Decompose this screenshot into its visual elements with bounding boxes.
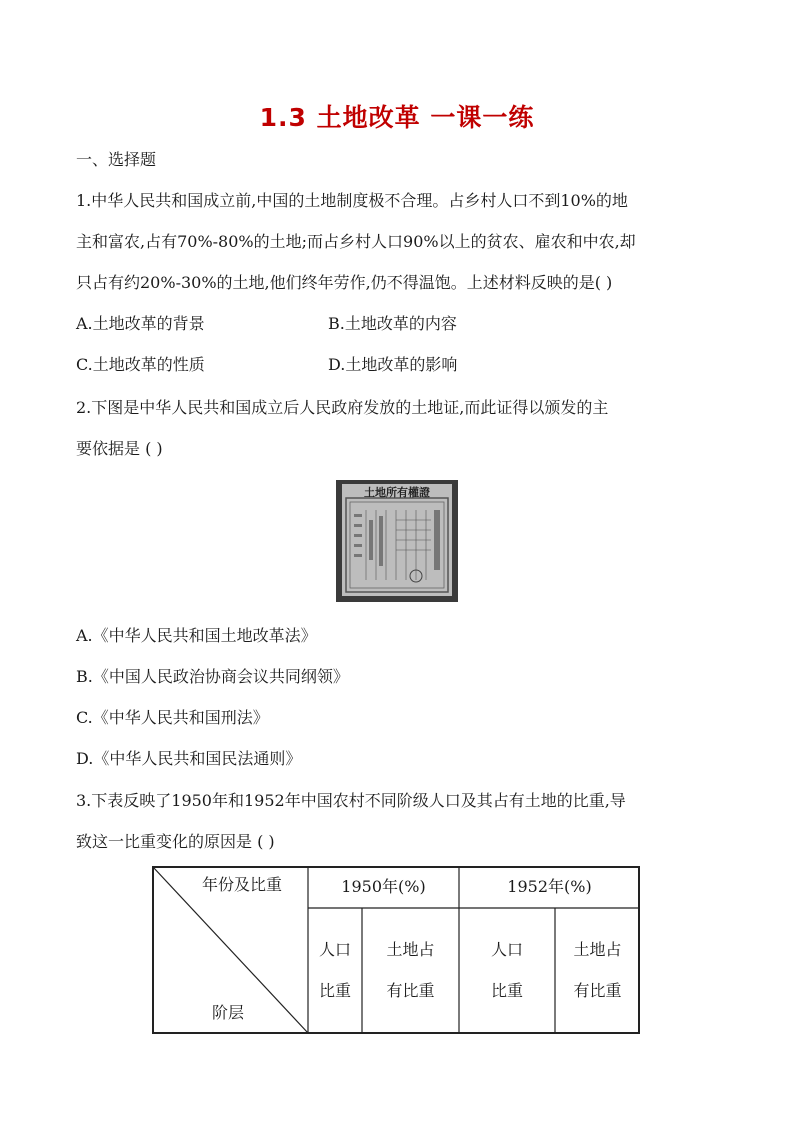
table-sub-land-1950-line2: 有比重 [386,981,435,1000]
q1-option-c[interactable]: C.土地改革的性质 [76,355,205,374]
q1-options-row-2 [76,354,458,376]
certificate-heading: 土地所有權證 [364,486,430,499]
q1-option-a[interactable]: A.土地改革的背景 [76,314,205,333]
table-corner-top: 年份及比重 [202,875,283,894]
q2-option-a[interactable]: A.《中华人民共和国土地改革法》 [76,626,317,645]
table-sub-pop-1952-line2: 比重 [490,981,523,1000]
table-corner-bottom: 阶层 [212,1003,245,1022]
table-header-1952: 1952年(%) [507,877,592,896]
q2-text-line-1: 2.下图是中华人民共和国成立后人民政府发放的土地证,而此证得以颁发的主 [76,398,609,417]
q2-text-line-2: 要依据是 ( ) [76,439,163,458]
q1-option-d[interactable]: D.土地改革的影响 [328,355,458,374]
table-sub-land-1952-line1: 土地占 [573,940,622,959]
table-header-1950: 1950年(%) [341,877,426,896]
table-sub-pop-1952-line1: 人口 [490,940,523,959]
land-certificate-photo [336,480,458,602]
q1-option-b[interactable]: B.土地改革的内容 [328,314,457,333]
q1-text-line-1: 1.中华人民共和国成立前,中国的土地制度极不合理。占乡村人口不到10%的地 [76,191,628,210]
q3-text-line-1: 3.下表反映了1950年和1952年中国农村不同阶级人口及其占有土地的比重,导 [76,791,626,810]
land-certificate-image [336,480,458,602]
q1-text-line-2: 主和富农,占有70%-80%的土地;而占乡村人口90%以上的贫农、雇农和中农,却 [76,232,636,251]
q1-text-line-3: 只占有约20%-30%的土地,他们终年劳作,仍不得温饱。上述材料反映的是( ) [76,273,613,292]
table-sub-land-1950-line1: 土地占 [386,940,435,959]
q1-options-row-1 [76,313,457,335]
q2-option-d[interactable]: D.《中华人民共和国民法通则》 [76,749,302,768]
table-sub-pop-1950-line1: 人口 [318,940,351,959]
page-title: 1.3 土地改革 一课一练 [259,103,535,132]
section-heading: 一、选择题 [76,150,157,169]
q3-text-line-2: 致这一比重变化的原因是 ( ) [76,832,275,851]
table-sub-pop-1950-line2: 比重 [318,981,351,1000]
q2-option-b[interactable]: B.《中国人民政治协商会议共同纲领》 [76,667,349,686]
table-sub-land-1952-line2: 有比重 [573,981,622,1000]
class-land-table [152,866,640,1034]
q2-option-c[interactable]: C.《中华人民共和国刑法》 [76,708,269,727]
